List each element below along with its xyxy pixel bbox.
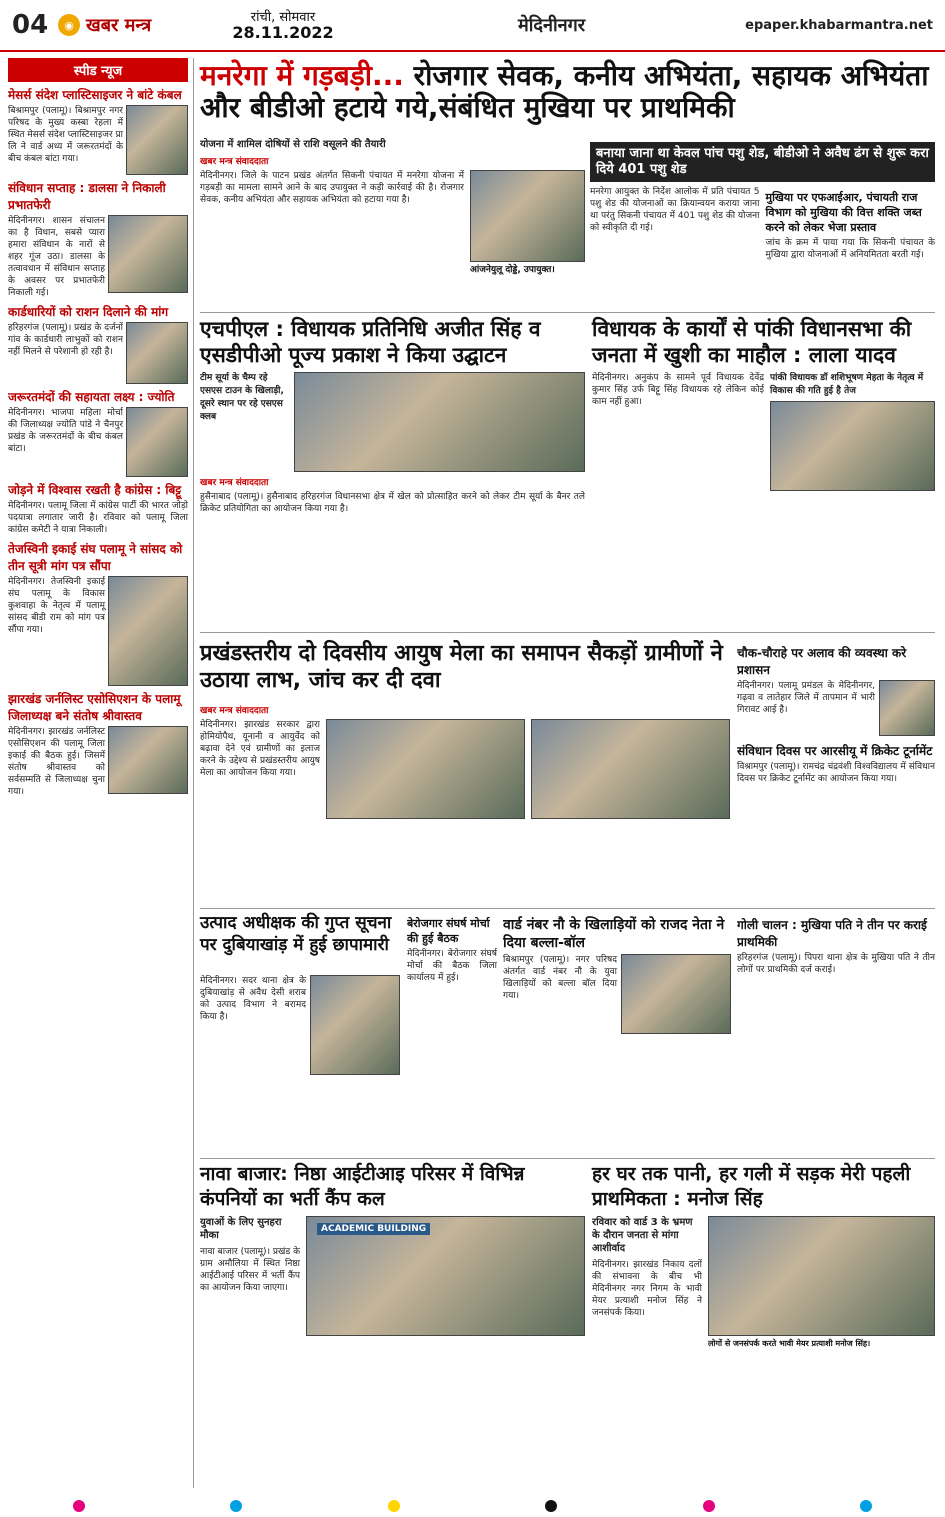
lead-byline: खबर मन्त्र संवाददाता <box>200 157 269 167</box>
print-registration-marks <box>0 1495 945 1517</box>
ward-body: बिश्रामपुर (पलामू)। नगर परिषद अंतर्गत वार्ड नंबर नौ के युवा खिलाड़ियों को बल्ला बॉल दिया गया। <box>503 955 617 1001</box>
ayush-photo <box>326 719 525 819</box>
page-number: 04 <box>12 10 49 40</box>
lead-box <box>590 142 935 290</box>
side-head: मुखिया पर एफआईआर, पंचायती राज विभाग को मुखिया की वित्त शक्ति जब्त करने को लेकर भेजा प्रस्ताव <box>765 191 922 234</box>
cricket-head: संविधान दिवस पर आरसीयू में क्रिकेट टूर्नामेंट <box>737 744 933 758</box>
berozgar-head: बेरोजगार संघर्ष मोर्चा की हुई बैठक <box>407 917 490 945</box>
alav-story <box>737 640 935 900</box>
ayush-byline: खबर मन्त्र संवाददाता <box>200 706 269 716</box>
panki-body: मेदिनीनगर। अनुकंप के सामने पूर्व विधायक देवेंद्र कुमार सिंह उर्फ बिट्टू सिंह विधायक रहे लेकिन कोई काम नहीं हुआ। <box>592 373 764 407</box>
ayush-body: मेदिनीनगर। झारखंड सरकार द्वारा होमियोपैथ, यूनानी व आयुर्वेद को बढ़ावा देने एवं ग्रामीणों का इलाज करने के उद्देश्य से प्रखंडस्तरीय आयुष मेला का आयोजन किया गया। <box>200 720 320 778</box>
lead-headline-rest: रोजगार सेवक, कनीय अभियंता, सहायक अभियंता और बीडीओ हटाये गये,संबंधित मुखिया पर प्राथमिकी <box>200 59 929 125</box>
alav-body: मेदिनीनगर। पलामू प्रमंडल के मेदिनीनगर, गढ़वा व लातेहार जिले में तापमान में भारी गिरावट आई है। <box>737 681 875 715</box>
lead-headline-red: मनरेगा में गड़बड़ी... <box>200 59 404 92</box>
lead-body-area <box>200 138 585 288</box>
cricket-body: विश्रामपुर (पलामू)। रामचंद्र चंद्रवंशी विश्वविद्यालय में संविधान दिवस पर क्रिकेट टूर्नामेंट का आयोजन किया गया। <box>737 762 935 784</box>
registration-dot-icon <box>230 1500 242 1512</box>
ayush-headline: प्रखंडस्तरीय दो दिवसीय आयुष मेला का समापन सैकड़ों ग्रामीणों ने उठाया लाभ, जांच कर दी दवा <box>200 641 723 693</box>
divider <box>200 908 935 909</box>
raid-body: मेदिनीनगर। सदर थाना क्षेत्र के दुबियाखांड़ से अवैध देसी शराब को उत्पाद विभाग ने बरामद किया है। <box>200 976 306 1022</box>
manoj-story <box>592 1216 935 1486</box>
hpl-photo <box>294 372 585 472</box>
story-head: संविधान सप्ताह : डालसा ने निकाली प्रभातफेरी <box>8 181 166 212</box>
lead-headline <box>200 60 935 124</box>
story-photo <box>108 215 188 293</box>
panki-bullet: पांकी विधायक डॉ शशिभूषण मेहता के नेतृत्व में विकास की गति हुई है तेज <box>770 373 924 396</box>
registration-dot-icon <box>860 1500 872 1512</box>
raid-headline: उत्पाद अधीक्षक की गुप्त सूचना पर दुबियाखांड़ में हुई छापामारी <box>200 913 392 955</box>
story-body: मेदिनीनगर। भाजपा महिला मोर्चा की जिलाध्यक्ष ज्योति पांडे ने चैनपुर प्रखंड के जरूरतमंदों के बीच कंबल बांटा। <box>8 408 123 454</box>
hpl-bullet: टीम सूर्या के चैम्प रहे एसएस टाउन के खिलाड़ी, दूसरे स्थान पर रहे एसएस क्लब <box>200 373 284 422</box>
hpl-byline: खबर मन्त्र संवाददाता <box>200 478 269 488</box>
story-body: मेदिनीनगर। तेजस्विनी इकाई संघ पलामू के विकास कुशवाहा के नेतृत्व में पलामू सांसद बीडी राम को मांग पत्र सौंपा गया। <box>8 577 105 635</box>
lead-box-head: बनाया जाना था केवल पांच पशु शेड, बीडीओ ने अवैध ढंग से शुरू करा दिये 401 पशु शेड <box>590 142 935 182</box>
manoj-headline: हर घर तक पानी, हर गली में सड़क मेरी पहली प्राथमिकता : मनोज सिंह <box>592 1163 911 1210</box>
hpl-headline: एचपीएल : विधायक प्रतिनिधि अजीत सिंह व एसडीपीओ पूज्य प्रकाश ने किया उद्घाटन <box>200 317 541 367</box>
lead-photo-caption: आंजनेयुलू दोड्डे, उपायुक्त। <box>470 265 555 275</box>
firing-head: गोली चालन : मुखिया पति ने तीन पर कराई प्राथमिकी <box>737 918 927 949</box>
manoj-caption: लोगों से जनसंपर्क करते भावी मेयर प्रत्याशी मनोज सिंह। <box>708 1339 871 1348</box>
story-head: झारखंड जर्नलिस्ट एसोसिएशन के पलामू जिलाध्यक्ष बने संतोष श्रीवास्तव <box>8 692 181 723</box>
divider <box>200 1158 935 1159</box>
story-head: कार्डधारियों को राशन दिलाने की मांग <box>8 305 169 319</box>
story-photo <box>126 322 188 384</box>
raid-story <box>200 975 400 1150</box>
manoj-bullet: रविवार को वार्ड 3 के भ्रमण के दौरान जनता से मांगा आशीर्वाद <box>592 1217 693 1254</box>
lead-bullet: योजना में शामिल दोषियों से राशि वसूलने की तैयारी <box>200 139 386 150</box>
alav-head: चौक-चौराहे पर अलाव की व्यवस्था करे प्रशासन <box>737 646 907 677</box>
berozgar-story <box>407 912 497 1152</box>
story-head: जोड़ने में विश्वास रखती है कांग्रेस : बिट्टू <box>8 483 182 497</box>
left-column <box>8 58 194 1488</box>
issue-date: 28.11.2022 <box>232 23 334 42</box>
story-head: मेसर्स संदेश प्लास्टिसाइजर ने बांटे कंबल <box>8 88 182 102</box>
iti-headline: नावा बाजार: निष्ठा आईटीआइ परिसर में विभिन्न कंपनियों का भर्ती कैंप कल <box>200 1163 525 1210</box>
ward-story <box>503 912 731 1152</box>
story-body: मेदिनीनगर। झारखंड जर्नलिस्ट एसोसिएशन की पलामू जिला इकाई की बैठक हुई। जिसमें संतोष श्रीवास्तव को सर्वसम्मति से जिलाध्यक्ष चुना गया। <box>8 727 105 797</box>
side-body: जांच के क्रम में पाया गया कि सिकनी पंचायत के मुखिया द्वारा योजनाओं में अनियमितता बरती गई। <box>765 238 935 260</box>
lead-box-body: मनरेगा आयुक्त के निर्देश आलोक में प्रति पंचायत 5 पशु शेड की योजनाओं का क्रियान्वयन कराया जाना था परंतु सिकनी पंचायत में 401 पशु शेड की योजना को स्वीकृति दी गई। <box>590 187 760 233</box>
story-photo <box>126 407 188 477</box>
panki-headline: विधायक के कार्यों से पांकी विधानसभा की जनता में खुशी का माहौल : लाला यादव <box>592 317 912 367</box>
registration-dot-icon <box>388 1500 400 1512</box>
iti-bullet: युवाओं के लिए सुनहरा मौका <box>200 1217 282 1241</box>
story-photo <box>108 576 188 686</box>
panki-photo <box>770 401 935 491</box>
registration-dot-icon <box>703 1500 715 1512</box>
story-body: मेदिनीनगर। पलामू जिला में कांग्रेस पार्टी की भारत जोड़ो पदयात्रा लगातार जारी है। रविवार को पलामू जिला कांग्रेस कमेटी ने यात्रा निकाली। <box>8 501 188 535</box>
story-photo <box>126 105 188 175</box>
firing-story <box>737 912 935 1152</box>
iti-story <box>200 1216 585 1486</box>
iti-body: नावा बाजार (पलामू)। प्रखंड के ग्राम अमौलिया में स्थित निष्ठा आईटीआई परिसर में भर्ती कैंप का आयोजन किया जाएगा। <box>200 1247 300 1293</box>
panki-story <box>592 372 935 582</box>
hpl-body: हुसैनाबाद (पलामू)। हुसैनाबाद हरिहरगंज विधानसभा क्षेत्र में खेल को प्रोत्साहित करने को लेकर टीम सूर्या के बैनर तले क्रिकेट प्रतियोगिता का आयोजन किया गया है। <box>200 492 585 514</box>
story-photo <box>108 726 188 794</box>
dateline <box>208 10 358 40</box>
berozgar-body: मेदिनीनगर। बेरोजगार संघर्ष मोर्चा की बैठक जिला कार्यालय में हुई। <box>407 949 497 983</box>
brand-name: खबर मन्त्र <box>86 15 152 36</box>
alav-photo <box>879 680 935 736</box>
manoj-body: मेदिनीनगर। झारखंड निकाय दलों की संभावना के बीच भी मेदिनीनगर नगर निगम के भावी मेयर प्रत्याशी मनोज सिंह ने जनसंपर्क किया। <box>592 1260 702 1318</box>
lead-photo <box>470 170 585 262</box>
divider <box>200 632 935 633</box>
lead-body: मेदिनीनगर। जिले के पाटन प्रखंड अंतर्गत सिकनी पंचायत में मनरेगा योजना में गड़बड़ी का मामला सामने आने के बाद उपायुक्त ने कड़ी कार्रवाई की है। रोजगार सेवक, कनीय अभियंता और सहायक अभियंता को हटाया गया है। <box>200 171 464 205</box>
story-body: हरिहरगंज (पलामू)। प्रखंड के दर्जनों गांव के कार्डधारी लाभुकों को राशन नहीं मिलने से परेशानी हो रही है। <box>8 323 123 357</box>
story-head: जरूरतमंदों की सहायता लक्ष्य : ज्योति <box>8 390 175 404</box>
masthead <box>0 0 945 52</box>
raid-photo <box>310 975 400 1075</box>
epaper-link[interactable]: epaper.khabarmantra.net <box>745 17 933 33</box>
registration-dot-icon <box>73 1500 85 1512</box>
firing-body: हरिहरगंज (पलामू)। पिपरा थाना क्षेत्र के मुखिया पति ने तीन लोगों पर प्राथमिकी दर्ज कराई। <box>737 953 935 975</box>
building-sign: ACADEMIC BUILDING <box>317 1223 430 1235</box>
ward-head: वार्ड नंबर नौ के खिलाड़ियों को राजद नेता ने दिया बल्ला-बॉल <box>503 917 725 951</box>
registration-dot-icon <box>545 1500 557 1512</box>
place-day: रांची, सोमवार <box>250 10 316 25</box>
ayush-story <box>200 700 730 835</box>
ward-photo <box>621 954 731 1034</box>
edition-city: मेदिनीनगर <box>518 15 586 36</box>
speed-news-kicker: स्पीड न्यूज <box>8 58 188 82</box>
brand-logo-icon: ◉ <box>58 14 80 36</box>
hpl-story <box>200 372 585 582</box>
story-body: मेदिनीनगर। शासन संचालन का है विधान, सबसे प्यारा हमारा संविधान के नारों से शहर गूंज उठा। डालसा के तत्वावधान में संविधान सप्ताह के अवसर पर प्रभातफेरी निकाली गई। <box>8 216 105 298</box>
story-head: तेजस्विनी इकाई संघ पलामू ने सांसद को तीन सूत्री मांग पत्र सौंपा <box>8 542 183 573</box>
brand <box>58 13 208 37</box>
story-body: बिश्रामपुर (पलामू)। बिश्रामपुर नगर परिषद के मुख्य कस्बा रेहला में स्थित मेसर्स संदेश प्लास्टिसाइजर प्रा लि ने वार्ड अध्य में जरूरतमंदों के बीच कंबल बांटा गया। <box>8 106 123 164</box>
manoj-photo <box>708 1216 935 1336</box>
iti-photo <box>306 1216 585 1336</box>
ayush-photo <box>531 719 730 819</box>
divider <box>200 312 935 313</box>
